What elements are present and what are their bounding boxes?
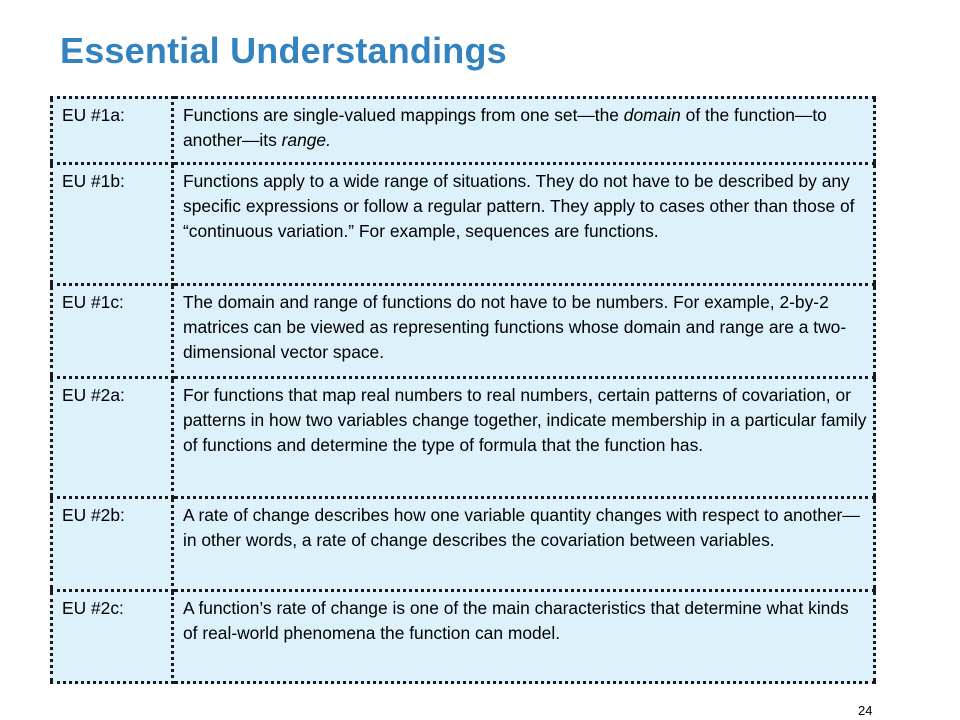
page-number: 24 bbox=[858, 703, 873, 718]
eu-description: Functions apply to a wide range of situations. They do not have to be described by any specific expressions or follow a regular pattern. They apply to cases other than those of “continuous variation.” For example, sequences are functions. bbox=[173, 164, 875, 285]
table-row bbox=[52, 498, 875, 591]
table-row bbox=[52, 285, 875, 378]
eu-description: A rate of change describes how one variable quantity changes with respect to another—in other words, a rate of change describes the covariation between variables. bbox=[173, 498, 875, 591]
eu-label: EU #2c: bbox=[52, 591, 173, 683]
essential-understandings-table bbox=[50, 96, 876, 684]
table-row bbox=[52, 378, 875, 498]
slide-title: Essential Understandings bbox=[60, 30, 507, 71]
table-row bbox=[52, 164, 875, 285]
eu-description: The domain and range of functions do not have to be numbers. For example, 2-by-2 matrices can be viewed as representing functions whose domain and range are a two-dimensional vector space. bbox=[173, 285, 875, 378]
eu-description: For functions that map real numbers to real numbers, certain patterns of covariation, or patterns in how two variables change together, indicate membership in a particular family of functions and determine the type of formula that the function has. bbox=[173, 378, 875, 498]
table-row bbox=[52, 591, 875, 683]
eu-label: EU #2a: bbox=[52, 378, 173, 498]
eu-label: EU #1b: bbox=[52, 164, 173, 285]
eu-description: A function’s rate of change is one of the main characteristics that determine what kinds of real-world phenomena the function can model. bbox=[173, 591, 875, 683]
eu-label: EU #1a: bbox=[52, 98, 173, 164]
table-row bbox=[52, 98, 875, 164]
eu-label: EU #2b: bbox=[52, 498, 173, 591]
eu-label: EU #1c: bbox=[52, 285, 173, 378]
eu-description: Functions are single-valued mappings from one set—the domain of the function—to another—its range. bbox=[173, 98, 875, 164]
